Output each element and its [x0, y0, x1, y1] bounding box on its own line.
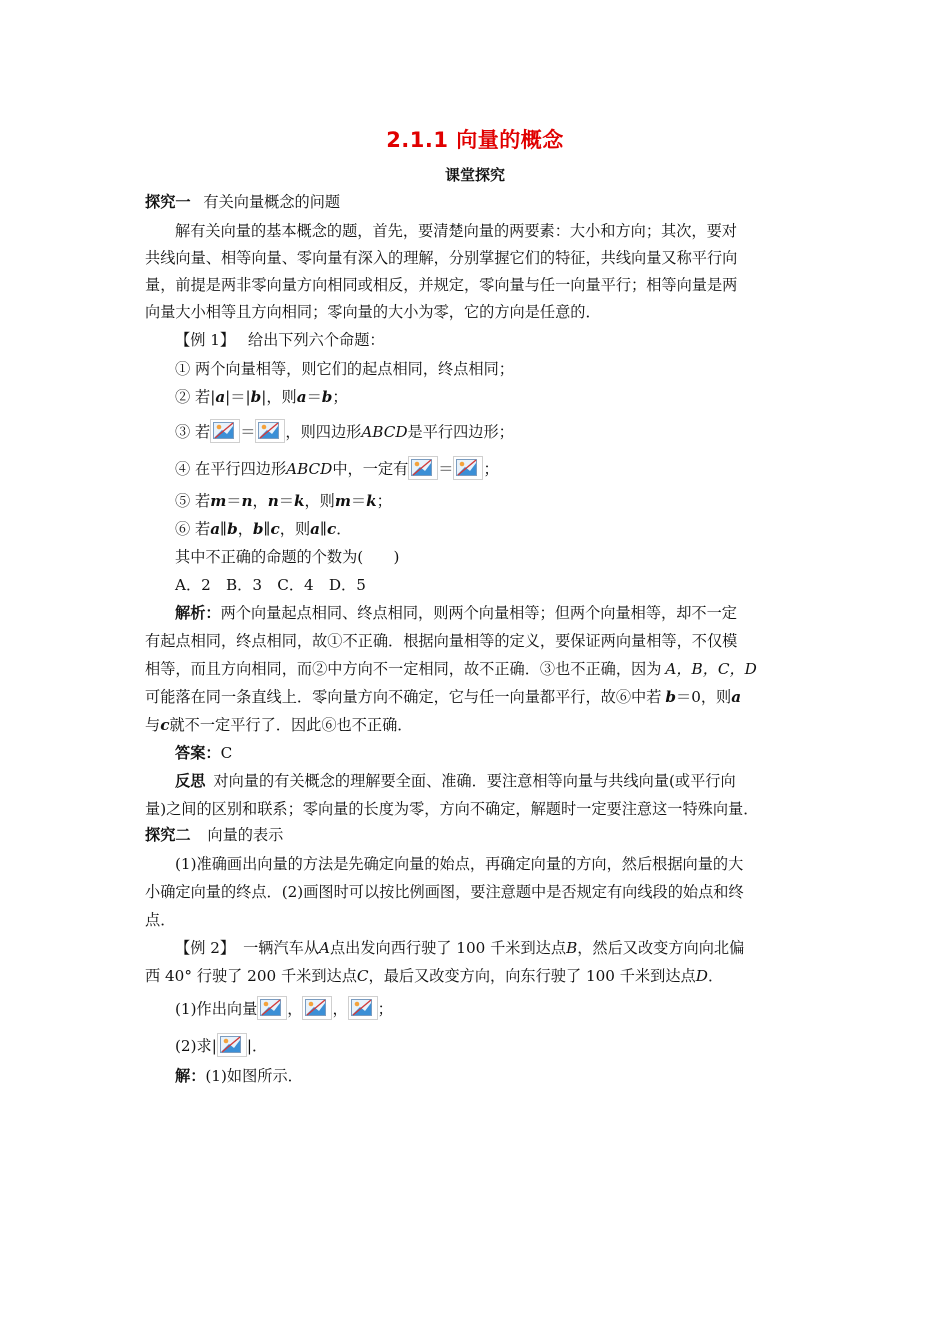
question-stem: 其中不正确的命题的个数为( ): [175, 548, 400, 566]
solution-line: 解：(1)如图所示．: [175, 1067, 303, 1085]
page-title: 2.1.1 向量的概念: [386, 128, 564, 152]
section1-heading: 探究一 有关向量概念的问题: [145, 193, 341, 211]
broken-image-icon: [255, 419, 285, 443]
section2-para-line: (1)准确画出向量的方法是先确定向量的始点，再确定向量的方向，然后根据向量的大: [175, 855, 744, 873]
reflection-line: 反思 对向量的有关概念的理解要全面、准确．要注意相等向量与共线向量(或平行向: [175, 772, 736, 790]
reflection-line: 量)之间的区别和联系；零向量的长度为零，方向不确定，解题时一定要注意这一特殊向量．: [145, 800, 759, 818]
analysis-line: 与c就不一定平行了．因此⑥也不正确．: [145, 716, 413, 734]
example2-line: 西 40° 行驶了 200 千米到达点C，最后又改变方向，向东行驶了 100 千米到达点D．: [145, 967, 724, 985]
proposition-4: ④ 在平行四边形ABCD中，一定有 ＝ ；: [175, 456, 499, 480]
section1-para-line: 共线向量、相等向量、零向量有深入的理解，分别掌握它们的特征，共线向量又称平行向: [145, 249, 738, 267]
section2-heading: 探究二 向量的表示: [145, 826, 284, 844]
broken-image-icon: [453, 456, 483, 480]
section1-para-line: 量，前提是两非零向量方向相同或相反，并规定，零向量与任一向量平行；相等向量是两: [145, 276, 738, 294]
proposition-3: ③ 若 ＝ ，则四边形ABCD是平行四边形；: [175, 419, 514, 443]
example2-question-2: (2)求| |．: [175, 1033, 267, 1057]
answer-options: A．2 B．3 C．4 D．5: [175, 576, 366, 594]
proposition-5: ⑤ 若m＝n，n＝k，则m＝k；: [175, 492, 392, 510]
example1-intro: 【例 1】 给出下列六个命题：: [175, 331, 385, 349]
broken-image-icon: [348, 996, 378, 1020]
section1-para-line: 向量大小相等且方向相同；零向量的大小为零，它的方向是任意的．: [145, 303, 601, 321]
analysis-line: 可能落在同一条直线上．零向量方向不确定，它与任一向量都平行，故⑥中若 b＝0，则a: [145, 688, 742, 706]
section2-para-line: 点．: [145, 911, 176, 929]
section1-para-line: 解有关向量的基本概念的题，首先，要清楚向量的两要素：大小和方向；其次，要对: [175, 222, 737, 240]
proposition-1: ① 两个向量相等，则它们的起点相同，终点相同；: [175, 360, 514, 378]
broken-image-icon: [408, 456, 438, 480]
section2-para-line: 小确定向量的终点．(2)画图时可以按比例画图，要注意题中是否规定有向线段的始点和终: [145, 883, 744, 901]
answer-line: 答案：C: [175, 744, 233, 762]
proposition-6: ⑥ 若a∥b，b∥c，则a∥c．: [175, 520, 352, 538]
analysis-line: 相等，而且方向相同，而②中方向不一定相同，故不正确．③也不正确，因为 A，B，C，D: [145, 660, 757, 678]
example2-line: 【例 2】 一辆汽车从A点出发向西行驶了 100 千米到达点B，然后又改变方向向北偏: [175, 939, 745, 957]
broken-image-icon: [217, 1033, 247, 1057]
analysis-line: 有起点相同，终点相同，故①不正确．根据向量相等的定义，要保证两向量相等，不仅模: [145, 632, 738, 650]
broken-image-icon: [210, 419, 240, 443]
broken-image-icon: [257, 996, 287, 1020]
proposition-2: ② 若|a|＝|b|，则a＝b；: [175, 388, 348, 406]
page-subtitle: 课堂探究: [444, 166, 505, 184]
broken-image-icon: [302, 996, 332, 1020]
example2-question-1: (1)作出向量 ， ， ；: [175, 996, 393, 1020]
analysis-line: 解析：两个向量起点相同、终点相同，则两个向量相等；但两个向量相等，却不一定: [175, 604, 737, 622]
